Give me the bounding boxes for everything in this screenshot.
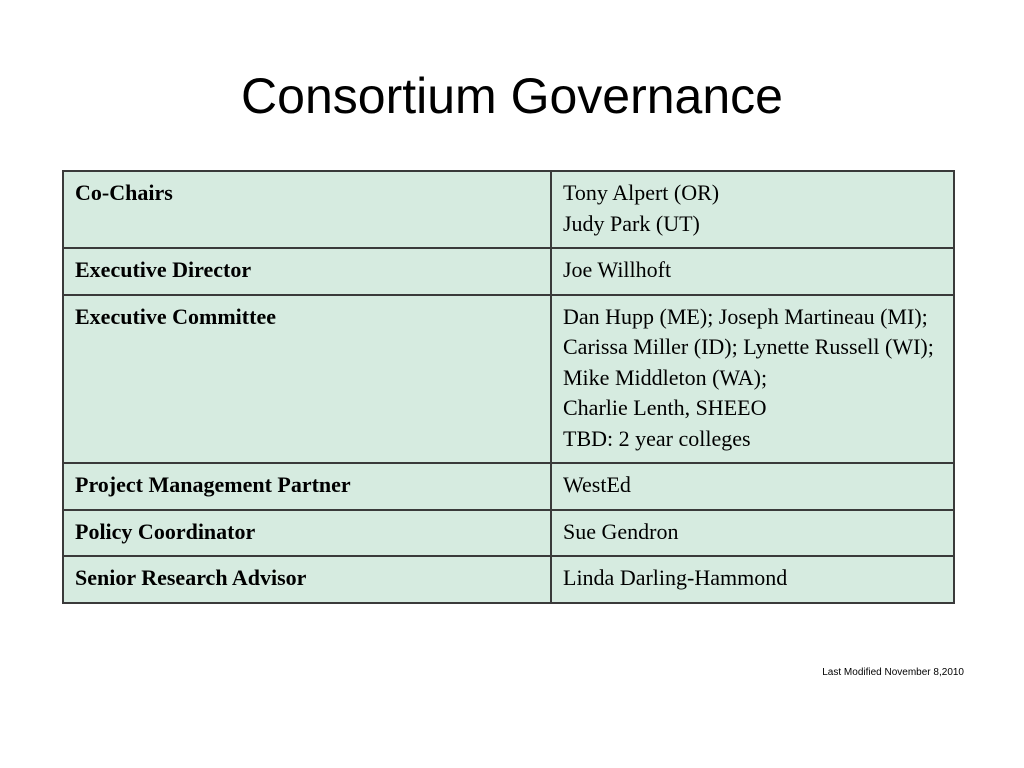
table-row: [63, 510, 954, 557]
member-line: Linda Darling-Hammond: [563, 565, 788, 590]
table-row: [63, 248, 954, 295]
member-line: Sue Gendron: [563, 518, 679, 544]
role-cell: Senior Research Advisor: [63, 556, 551, 603]
members-cell: [551, 248, 954, 295]
role-cell: Policy Coordinator: [63, 510, 551, 557]
member-line: TBD: 2 year colleges: [563, 425, 751, 451]
member-line: WestEd: [563, 472, 631, 497]
member-line: Dan Hupp (ME); Joseph Martineau (MI); Carissa Miller (ID); Lynette Russell (WI); Mike Middleton (WA);: [563, 303, 934, 390]
member-line: Joe Willhoft: [563, 257, 672, 282]
members-cell: [551, 510, 954, 557]
member-line: Charlie Lenth, SHEEO: [563, 395, 767, 420]
table-row: [63, 463, 954, 510]
role-cell: Co-Chairs: [63, 171, 551, 248]
role-cell: Executive Director: [63, 248, 551, 295]
role-cell: Project Management Partner: [63, 463, 551, 510]
table-row: [63, 556, 954, 603]
table-row: [63, 295, 954, 464]
role-cell: Executive Committee: [63, 295, 551, 464]
table-row: [63, 171, 954, 248]
slide-title: Consortium Governance: [241, 68, 783, 124]
governance-table: [62, 170, 955, 604]
last-modified-note: Last Modified November 8,2010: [822, 667, 964, 678]
members-cell: [551, 556, 954, 603]
member-line: Judy Park (UT): [563, 210, 700, 236]
members-cell: [551, 295, 954, 464]
member-line: Tony Alpert (OR): [563, 180, 720, 205]
members-cell: [551, 463, 954, 510]
members-cell: [551, 171, 954, 248]
